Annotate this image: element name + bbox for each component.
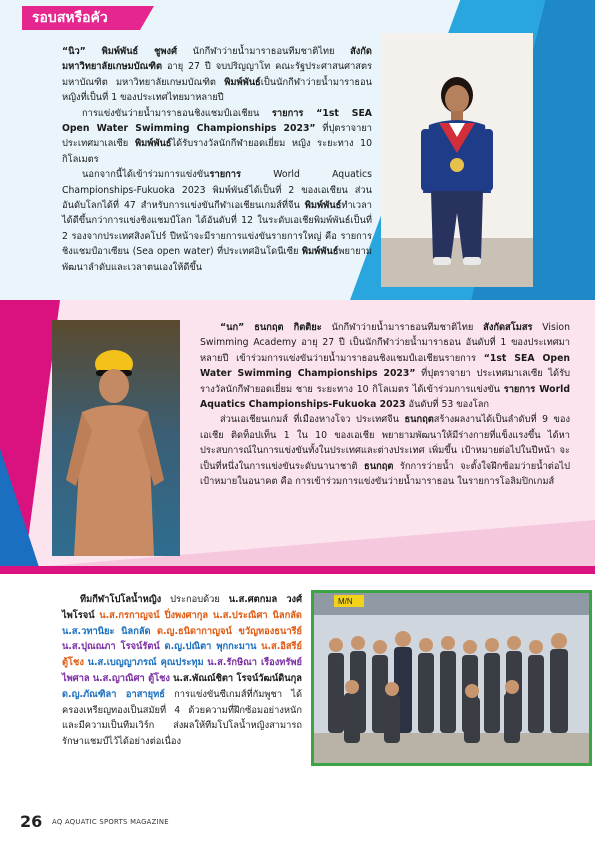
- athlete-name: “นก” ธนกฤต กิตติยะ: [220, 322, 322, 333]
- photo-water-polo-team: [311, 590, 592, 766]
- athlete-name: “นิว” พิมพ์พันธ์ ชูพงศ์: [62, 46, 177, 57]
- airport-sign-text: M/N: [338, 597, 353, 606]
- section-2-text: “นก” ธนกฤต กิตติยะ นักกีฬาว่ายน้ำมาราธอนทีมชาติไทย สังกัดสโมสร Vision Swimming Academy อายุ 27 ปี เป็นนักกีฬาว่ายน้ำมาราธอน อันดับที่ 1 ของประเทศมาหลายปี เข้าร่วมการแข่งขันว่ายน้ำมาราธอนชิงแชมป์เอเชียนรายการ “1st SEA Open Water Swimming Championships 2023” ที่ปุตราจายา ประเทศมาเลเซีย ได้รับรางวัลนักกีฬายอดเยี่ยม ชาย ระยะทาง 10 กิโลเมตร ได้เข้าร่วมการแข่งขัน รายการ World Aquatics Championships-Fukuoka 2023 อันดับที่ 53 ของโลก ส่วนเอเชียนเกมส์ ที่เมืองหางโจว ประเทศจีน ธนกฤตสร้างผลงานได้เป็นลำดับที่ 9 ของเอเชีย ติดท็อปเท็น 1 ใน 10 ของเอเชีย พยายามพัฒนาให้มีร่างกายที่แข็งแรงขึ้น ได้หาประสบการณ์ในการแข่งขันทั้งในประเทศและต่างประเทศ เพิ่มขึ้น เป้าหมายต่อไปในปีหน้า จะเป็นที่หนึ่งในการแข่งขันระดับนานาชาติ ธนกฤต รักการว่ายน้ำ จะตั้งใจฝึกซ้อมว่ายน้ำต่อไป เป้าหมายในอนาคต คือ การเข้าร่วมการแข่งขันว่ายน้ำมาราธอน ในรายการโอลิมปิกเกมส์: [200, 322, 571, 488]
- team-title: ทีมกีฬาโปโลน้ำหญิง: [80, 594, 162, 605]
- page-number: 26: [20, 812, 43, 831]
- section-1-text: “นิว” พิมพ์พันธ์ ชูพงศ์ นักกีฬาว่ายน้ำมาราธอนทีมชาติไทย สังกัดมหาวิทยาลัยเกษมบัณฑิต อายุ 27 ปี จบปริญญาโท คณะรัฐประศาสนศาสตร มหาบัณฑิต มหาวิทยาลัยเกษมบัณฑิต พิมพ์พันธ์เป็นนักกีฬาว่ายน้ำมาราธอน หญิงที่เป็นที่ 1 ของประเทศไทยมาหลายปี การแข่งขันว่ายน้ำมาราธอนชิงแชมป์เอเชียน รายการ “1st SEA Open Water Swimming Championships 2023” ที่ปุตราจายา ประเทศมาเลเซีย พิมพ์พันธ์ได้รับรางวัลนักกีฬายอดเยี่ยม หญิง ระยะทาง 10 กิโลเมตร นอกจากนี้ได้เข้าร่วมการแข่งขันรายการ World Aquatics Championships-Fukuoka 2023 พิมพ์พันธ์ได้เป็นที่ 2 ของเอเชียน ส่วนอันดับโลกได้ที่ 47 สำหรับการแข่งขันกีฬาเอเชียนเกมส์ที่จีน พิมพ์พันธ์ทำเวลาได้ดีขึ้นกว่าการแข่งชิงแชมป์โลก ได้อันดับที่ 12 ในระดับเอเชียพิมพ์พันธ์เป็นที่ 2 รองจากประเทศสิงคโปร์ ปีหน้าจะมีรายการแข่งขันรายการใหญ่ คือ รายการชิงแชมป์อาเซียน (Sea open water) ที่ประเทศอินโดนีเซีย พิมพ์พันธ์พยายามพัฒนาลำดับและเวลาตนเองให้ดีขึ้น: [62, 46, 372, 273]
- section-3-text: ทีมกีฬาโปโลน้ำหญิง ประกอบด้วย น.ส.ศตกมล วงศ์ไพโรจน์ น.ส.กรกาญจน์ ปิ่งพงศากุล น.ส.ประณิศา นิลกลัด น.ส.วทานิยะ นิลกลัด ด.ญ.ธนิดากาญจน์ ขวัญทองธนารีย์ น.ส.ปุณณภา โรจน์รัตน์ ด.ญ.ปณิตา พุกกะมาน น.ส.อิสรีย์ ตู้โชง น.ส.เบญญาภรณ์ คุณประทุม น.ส.รักษิณา เรืองทรัพย์ไพศาล น.ส.ญาณิศา ตู้โชง น.ส.พัณณ์ชิตา โรจน์วัฒน์ดินกุล ด.ญ.ภัณฑิลา อาสายุทธ์ การแข่งขันซีเกมส์ที่กัมพูชา ได้ครองเหรียญทองเป็นสมัยที่ 4 ด้วยความที่ฝึกซ้อมอย่างหนัก และมีความเป็นทีมเวิร์ก ส่งผลให้ทีมโปโลน้ำหญิงสามารถรักษาแชมป์ไว้ได้อย่างต่อเนื่อง: [62, 594, 302, 748]
- section-title-tab-corner: [140, 6, 154, 30]
- magenta-divider: [0, 566, 595, 574]
- photo-female-swimmer: [381, 33, 533, 287]
- photo-male-swimmer: [52, 320, 180, 556]
- magazine-name: AQ AQUATIC SPORTS MAGAZINE: [52, 818, 169, 826]
- section-title-tab: รอบสหรือคัว: [22, 6, 140, 30]
